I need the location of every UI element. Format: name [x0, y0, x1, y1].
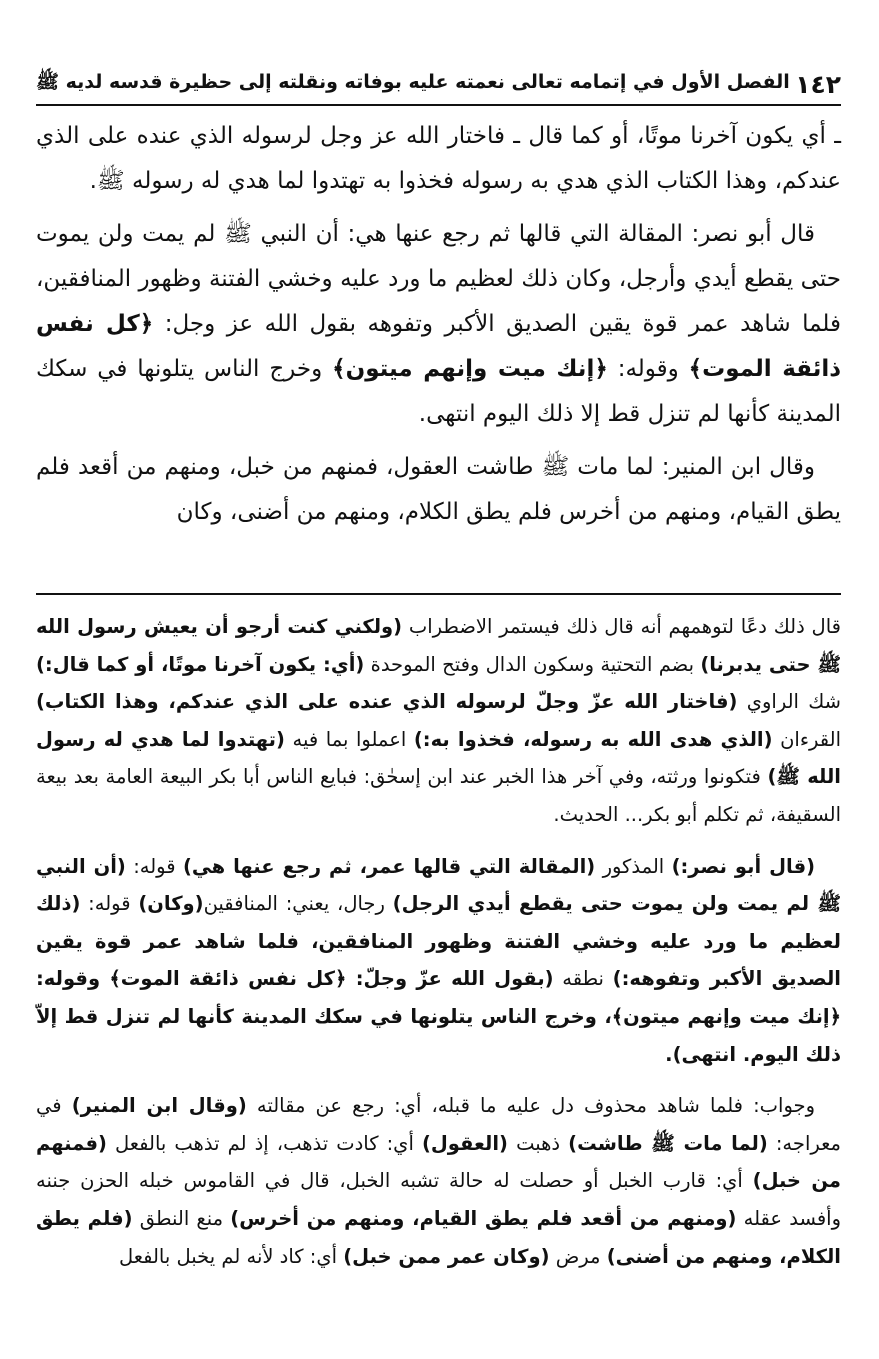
commentary-text: المذكور — [595, 854, 672, 878]
commentary-text: أي: كادت تذهب، إذ لم تذهب بالفعل — [106, 1131, 422, 1155]
commentary-quoted-text: (المقالة التي قالها عمر، ثم رجع عنها هي) — [182, 854, 596, 878]
commentary-quoted-text: (أن النبي ﷺ لم يمت ولن يموت حتى يقطع أيدي الرجل) — [36, 854, 841, 916]
commentary-text: أي: قارب الخبل أو حصلت له حالة تشبه الخبل، قال في القاموس خبله الحزن جننه وأفسد عقله — [36, 1169, 841, 1230]
commentary-text: أي: كاد لأنه لم يخبل بالفعل — [118, 1244, 344, 1268]
quran-quote-2: ﴿إنك ميت وإنهم ميتون﴾ — [332, 356, 608, 382]
commentary-quoted-text: (ولكني كنت أرجو أن يعيش رسول الله ﷺ حتى يدبرنا) — [36, 615, 842, 676]
commentary-quoted-text: (فمنهم من خبل) — [36, 1131, 841, 1193]
commentary-text: مرض — [549, 1244, 607, 1268]
commentary-quoted-text: (تهتدوا لما هدي له رسول الله ﷺ) — [36, 727, 841, 789]
commentary-quoted-text: (بقول الله عزّ وجلّ: ﴿كل نفس ذائقة الموت﴾ وقوله: ﴿إنك ميت وإنهم ميتون﴾، وخرج الناس يتلونها في سكك المدينة كأنها لم تنزل قط إلاّ ذلك اليوم. انتهى). — [36, 967, 841, 1066]
footnote-divider — [36, 593, 841, 595]
commentary-quoted-text: (وقال ابن المنير) — [71, 1094, 247, 1118]
commentary-text: قال ذلك دعًا لتوهمهم أنه قال ذلك فيستمر الاضطراب — [402, 615, 841, 638]
main-paragraph-2-part-a: قال أبو نصر: المقالة التي قالها ثم رجع عنها هي: أن النبي ﷺ لم يمت ولن يموت حتى يقطع أيدي وأرجل، وكان ذلك لعظيم ما ورد عليه وخشي الفتنة وظهور المنافقين، فلما شاهد عمر قوة يقين الصديق الأكبر وتفوهه بقول الله عز وجل: — [36, 221, 842, 337]
main-paragraph-2-part-c: وخرج الناس يتلونها في سكك المدينة كأنها لم تنزل قط إلا ذلك اليوم انتهى. — [36, 356, 841, 427]
commentary-text: وجواب: فلما شاهد محذوف دل عليه ما قبله، أي: رجع عن مقالته — [246, 1094, 815, 1118]
commentary-quoted-text: (فلم يطق الكلام، ومنهم من أضنى) — [36, 1206, 841, 1268]
commentary-quoted-text: (لما مات ﷺ طاشت) — [568, 1131, 768, 1155]
commentary-text: منع النطق — [132, 1206, 231, 1230]
commentary-quoted-text: (وكان عمر ممن خبل) — [343, 1244, 550, 1268]
commentary-quoted-text: (العقول) — [421, 1131, 508, 1155]
commentary-quoted-text: (قال أبو نصر:) — [671, 854, 816, 878]
commentary-text: ذهبت — [507, 1131, 569, 1155]
running-title: الفصل الأول في إتمامه تعالى نعمته عليه بوفاته ونقلته إلى حظيرة قدسه لديه ﷺ — [36, 71, 790, 93]
quran-quote-1: ﴿كل نفس ذائقة الموت﴾ — [36, 311, 842, 382]
commentary-text: القرءان — [772, 727, 841, 751]
page-number: ١٤٢ — [795, 69, 841, 99]
commentary-paragraph-3 — [36, 1087, 841, 1275]
main-paragraph-3: وقال ابن المنير: لما مات ﷺ طاشت العقول، فمنهم من خبل، ومنهم من أقعد فلم يطق القيام، ومنهم من أخرس فلم يطق الكلام، ومنهم من أضنى، وكان — [36, 454, 841, 525]
page-header — [36, 64, 841, 106]
main-paragraph-2-part-b: وقوله: — [617, 356, 679, 382]
commentary-text: في معراجه: — [36, 1094, 841, 1155]
commentary-paragraph-1 — [36, 608, 841, 834]
commentary-paragraph-2 — [36, 848, 841, 1074]
commentary-quoted-text: (أي: يكون آخرنا موتًا، أو كما قال:) — [36, 652, 365, 676]
commentary-text: قوله: — [125, 854, 183, 878]
commentary-text: فتكونوا ورثته، وفي آخر هذا الخبر عند ابن إسحٰق: فبايع الناس أبا بكر البيعة العامة بعد بيعة السقيفة، ثم تكلم أبو بكر... الحديث. — [36, 765, 841, 826]
commentary-quoted-text: (ومنهم من أقعد فلم يطق القيام، ومنهم من أخرس) — [230, 1206, 737, 1230]
commentary-text: قوله: — [80, 892, 139, 916]
commentary-text: نطقه — [553, 967, 613, 991]
commentary-text: بضم التحتية وسكون الدال وفتح الموحدة — [364, 652, 701, 676]
main-paragraph-2 — [36, 212, 841, 437]
commentary-quoted-text: (ذلك لعظيم ما ورد عليه وخشي الفتنة وظهور المنافقين، فلما شاهد عمر قوة يقين الصديق الأكبر وتفوهه:) — [36, 892, 841, 991]
commentary-quoted-text: (الذي هدى الله به رسوله، فخذوا به:) — [413, 727, 773, 751]
commentary-text: اعملوا بما فيه — [284, 727, 414, 751]
main-text — [36, 114, 841, 543]
commentary — [36, 608, 841, 1289]
commentary-text: رجال، يعني: المنافقين — [203, 892, 393, 916]
commentary-text: شك الراوي — [737, 690, 841, 714]
commentary-quoted-text: (وكان) — [138, 892, 204, 916]
commentary-quoted-text: (فاختار الله عزّ وجلّ لرسوله الذي عنده على الذي عندكم، وهذا الكتاب) — [36, 690, 738, 714]
main-paragraph-1: ـ أي يكون آخرنا موتًا، أو كما قال ـ فاختار الله عز وجل لرسوله الذي عنده على الذي عندكم، وهذا الكتاب الذي هدي به رسوله فخذوا به تهتدوا لما هدي له رسوله ﷺ. — [36, 123, 841, 194]
